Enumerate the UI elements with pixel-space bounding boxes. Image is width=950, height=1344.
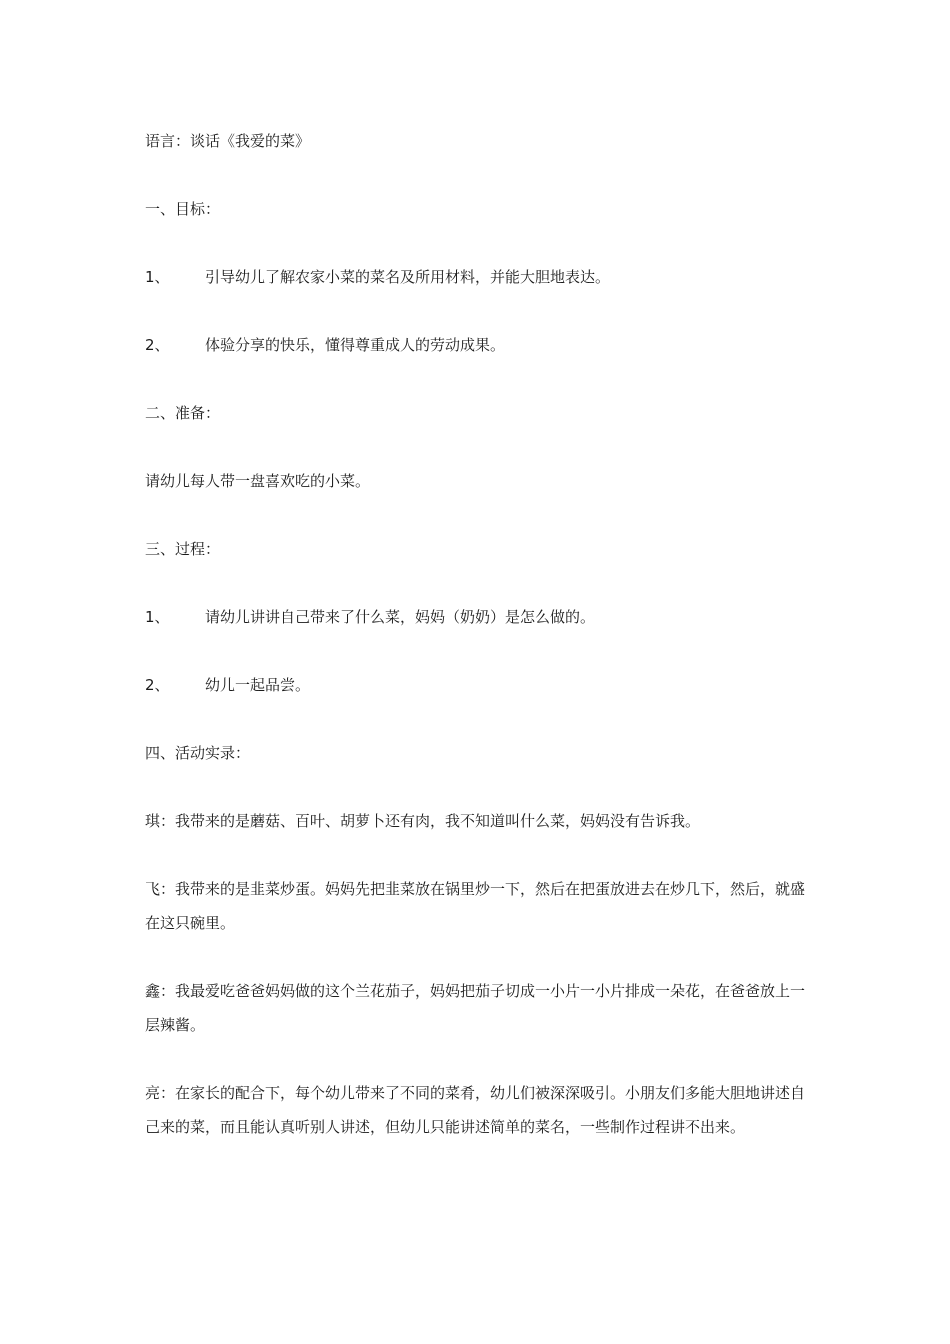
record-paragraph: 飞：我带来的是韭菜炒蛋。妈妈先把韭菜放在锅里炒一下，然后在把蛋放进去在炒几下，然后，就盛在这只碗里。 [145, 880, 806, 932]
list-number: 1、 [145, 268, 170, 286]
list-text: 幼儿一起品尝。 [205, 676, 311, 694]
record-paragraph: 琪：我带来的是蘑菇、百叶、胡萝卜还有肉，我不知道叫什么菜，妈妈没有告诉我。 [145, 812, 701, 830]
section-heading-goals: 一、目标： [145, 200, 221, 218]
section-heading-process: 三、过程： [145, 540, 221, 558]
document-page [145, 124, 805, 1144]
list-number: 1、 [145, 608, 170, 626]
list-item [145, 260, 805, 294]
record-paragraph: 亮：在家长的配合下，每个幼儿带来了不同的菜肴，幼儿们被深深吸引。小朋友们多能大胆地讲述自己来的菜，而且能认真听别人讲述，但幼儿只能讲述简单的菜名，一些制作过程讲不出来。 [145, 1084, 806, 1136]
list-item [145, 668, 805, 702]
list-text: 请幼儿讲讲自己带来了什么菜，妈妈（奶奶）是怎么做的。 [205, 608, 596, 626]
preparation-text: 请幼儿每人带一盘喜欢吃的小菜。 [145, 472, 371, 490]
list-number: 2、 [145, 676, 170, 694]
record-paragraph: 鑫：我最爱吃爸爸妈妈做的这个兰花茄子，妈妈把茄子切成一小片一小片排成一朵花，在爸爸放上一层辣酱。 [145, 982, 806, 1034]
document-title: 语言：谈话《我爱的菜》 [145, 132, 311, 150]
list-number: 2、 [145, 336, 170, 354]
list-item [145, 600, 805, 634]
list-item [145, 328, 805, 362]
section-heading-preparation: 二、准备： [145, 404, 221, 422]
list-text: 引导幼儿了解农家小菜的菜名及所用材料，并能大胆地表达。 [205, 268, 611, 286]
section-heading-record: 四、活动实录： [145, 744, 251, 762]
list-text: 体验分享的快乐，懂得尊重成人的劳动成果。 [205, 336, 506, 354]
